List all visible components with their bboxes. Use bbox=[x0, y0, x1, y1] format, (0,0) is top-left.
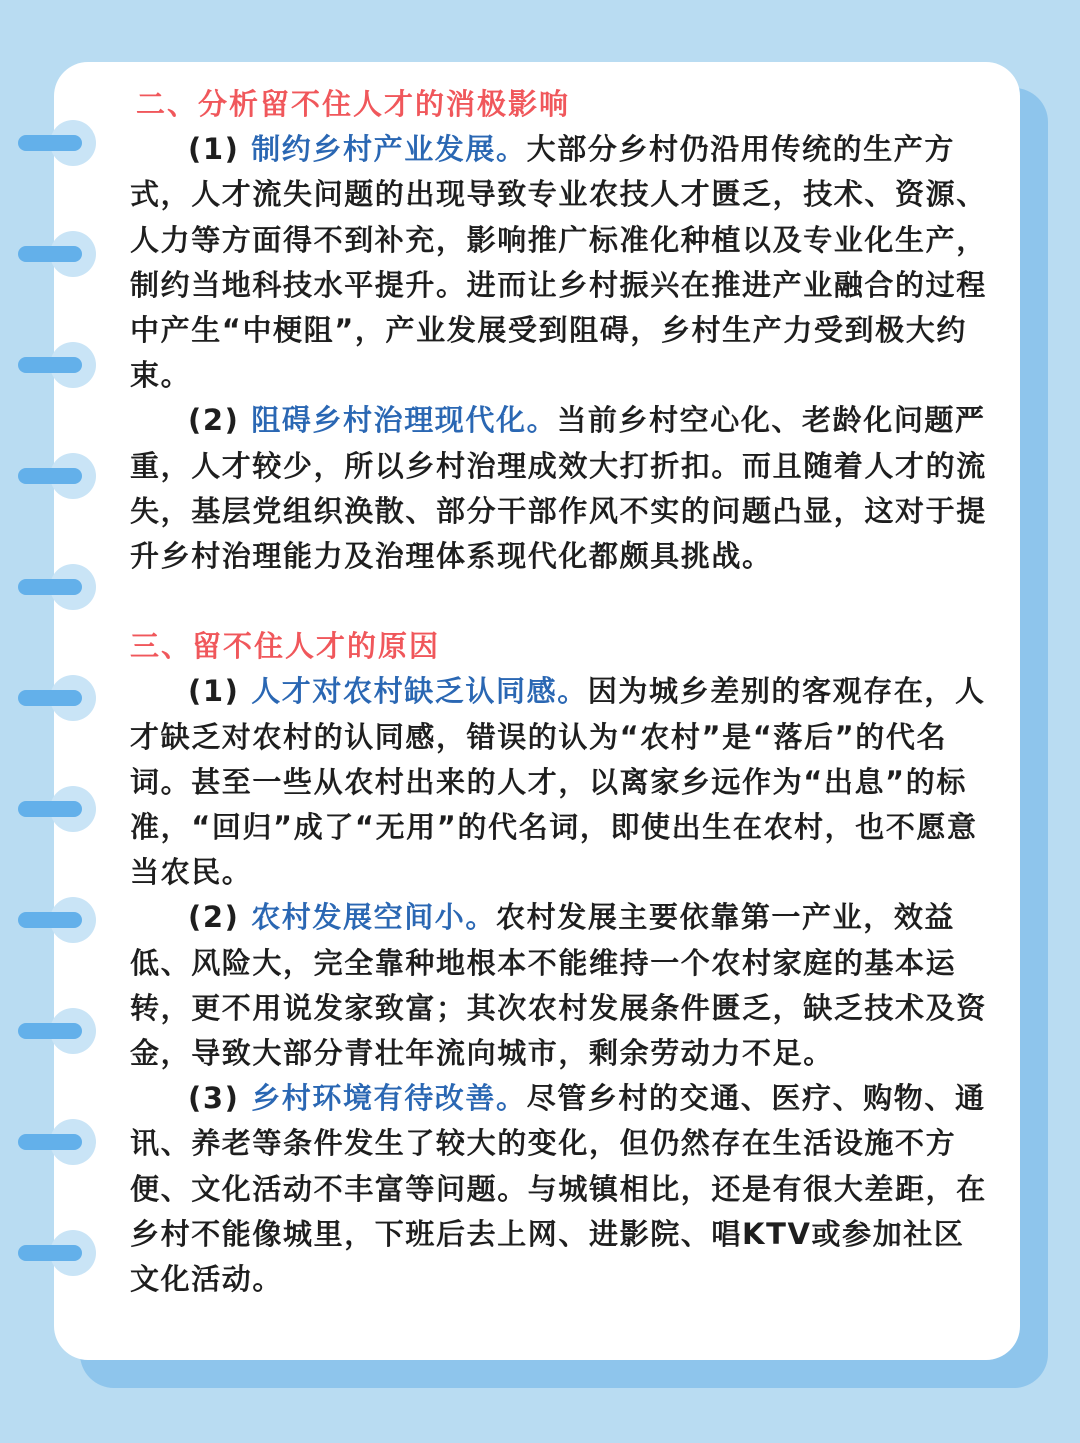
binder-ring-icon bbox=[18, 564, 108, 610]
binder-ring-icon bbox=[18, 453, 108, 499]
binder-ring-icon bbox=[18, 342, 108, 388]
paragraph-title: 阻碍乡村治理现代化。 bbox=[251, 403, 558, 438]
paragraph-title: 乡村环境有待改善。 bbox=[251, 1081, 527, 1116]
binder-ring-icon bbox=[18, 120, 108, 166]
paragraph-body: 农村发展主要依靠第一产业，效益低、风险大，完全靠种地根本不能维持一个农村家庭的基本运转，更不用说发家致富；其次农村发展条件匮乏，缺乏技术及资金，导致大部分青壮年流向城市，剩余劳动力不足。 bbox=[130, 900, 987, 1071]
binder-ring-icon bbox=[18, 897, 108, 943]
binder-ring-icon bbox=[18, 231, 108, 277]
section-heading: 二、分析留不住人才的消极影响 bbox=[136, 87, 571, 121]
binder-ring-icon bbox=[18, 1119, 108, 1165]
paragraph-body: 尽管乡村的交通、医疗、购物、通讯、养老等条件发生了较大的变化，但仍然存在生活设施不方便、文化活动不丰富等问题。与城镇相比，还是有很大差距，在乡村不能像城里，下班后去上网、进影院、唱KTV或参加社区文化活动。 bbox=[130, 1081, 987, 1297]
binder-ring-icon bbox=[18, 1008, 108, 1054]
paragraph-body: 当前乡村空心化、老龄化问题严重，人才较少，所以乡村治理成效大打折扣。而且随着人才的流失，基层党组织涣散、部分干部作风不实的问题凸显，这对于提升乡村治理能力及治理体系现代化都颇具挑战。 bbox=[130, 403, 987, 574]
paragraph: (1) 制约乡村产业发展。大部分乡村仍沿用传统的生产方式，人才流失问题的出现导致专业农技人才匮乏，技术、资源、人力等方面得不到补充，影响推广标准化种植以及专业化生产，制约当地科技水平提升。进而让乡村振兴在推进产业融合的过程中产生“中梗阻”，产业发展受到阻碍，乡村生产力受到极大约束。 bbox=[130, 132, 987, 393]
paragraph: (2) 农村发展空间小。农村发展主要依靠第一产业，效益低、风险大，完全靠种地根本不能维持一个农村家庭的基本运转，更不用说发家致富；其次农村发展条件匮乏，缺乏技术及资金，导致大部分青壮年流向城市，剩余劳动力不足。 bbox=[130, 900, 987, 1071]
binder-ring-icon bbox=[18, 1230, 108, 1276]
paragraph-title: 人才对农村缺乏认同感。 bbox=[251, 674, 588, 709]
binder-ring-icon bbox=[18, 675, 108, 721]
section-heading: 三、留不住人才的原因 bbox=[130, 629, 441, 664]
paragraph-title: 制约乡村产业发展。 bbox=[251, 132, 527, 167]
page-content bbox=[130, 82, 990, 1302]
paragraph-body: 大部分乡村仍沿用传统的生产方式，人才流失问题的出现导致专业农技人才匮乏，技术、资源、人力等方面得不到补充，影响推广标准化种植以及专业化生产，制约当地科技水平提升。进而让乡村振兴在推进产业融合的过程中产生“中梗阻”，产业发展受到阻碍，乡村生产力受到极大约束。 bbox=[130, 132, 987, 393]
binder-ring-icon bbox=[18, 786, 108, 832]
paragraph-title: 农村发展空间小。 bbox=[251, 900, 497, 935]
paragraph: (3) 乡村环境有待改善。尽管乡村的交通、医疗、购物、通讯、养老等条件发生了较大的变化，但仍然存在生活设施不方便、文化活动不丰富等问题。与城镇相比，还是有很大差距，在乡村不能像城里，下班后去上网、进影院、唱KTV或参加社区文化活动。 bbox=[130, 1081, 987, 1297]
spacer bbox=[130, 579, 990, 624]
paragraph-body: 因为城乡差别的客观存在，人才缺乏对农村的认同感，错误的认为“农村”是“落后”的代名词。甚至一些从农村出来的人才，以离家乡远作为“出息”的标准，“回归”成了“无用”的代名词，即使出生在农村，也不愿意当农民。 bbox=[130, 674, 986, 890]
paragraph: (2) 阻碍乡村治理现代化。当前乡村空心化、老龄化问题严重，人才较少，所以乡村治理成效大打折扣。而且随着人才的流失，基层党组织涣散、部分干部作风不实的问题凸显，这对于提升乡村治理能力及治理体系现代化都颇具挑战。 bbox=[130, 403, 987, 574]
paragraph: (1) 人才对农村缺乏认同感。因为城乡差别的客观存在，人才缺乏对农村的认同感，错误的认为“农村”是“落后”的代名词。甚至一些从农村出来的人才，以离家乡远作为“出息”的标准，“回归”成了“无用”的代名词，即使出生在农村，也不愿意当农民。 bbox=[130, 674, 986, 890]
